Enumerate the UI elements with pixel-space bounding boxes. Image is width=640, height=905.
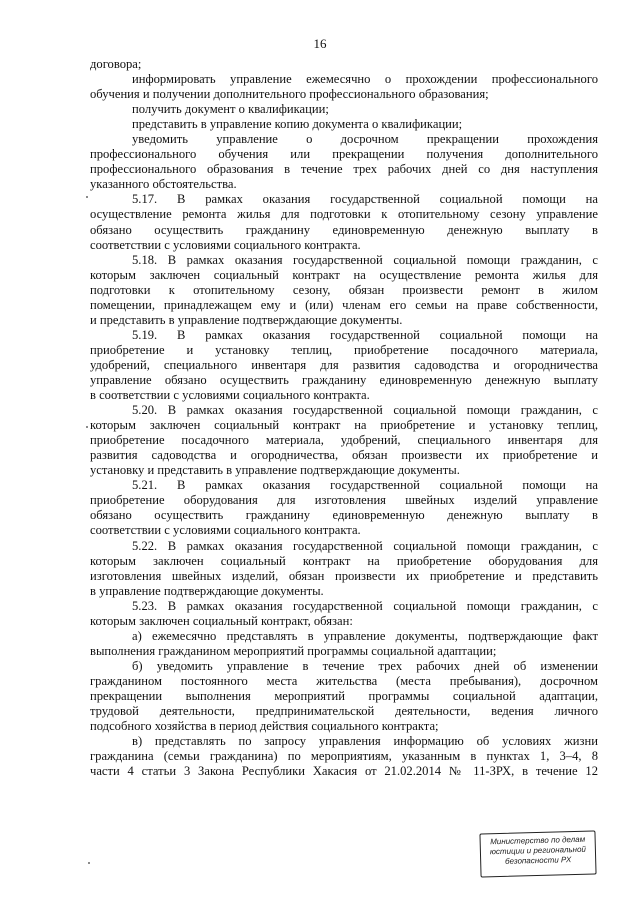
text-line: которым заключен социальный контракт на приобретение и установку теплиц, [90,418,598,433]
text-line: гражданином постоянного места жительства (места пребывания), досрочном [90,673,598,688]
text-line: в) представлять по запросу управления информацию об условиях жизни [132,734,598,749]
scan-speck [88,862,90,864]
text-line: профессионального образования в течение трех рабочих дней со дня наступления [90,162,598,177]
text-line: прекращении выполнения мероприятий программы социальной адаптации, [90,688,598,703]
text-line: договора; [90,57,142,71]
text-line: развития садоводства и огородничества, обязан произвести их приобретение и [90,448,598,463]
text-line: и представить в управление подтверждающие документы. [90,312,403,327]
text-line: обучения и получении дополнительного профессионального образования; [90,87,489,102]
text-line: соответствии с условиями социального контракта. [90,523,361,538]
text-line: подготовки к отопительному сезону, обязан произвести ремонт в жилом [90,282,598,297]
scan-speck [86,196,88,198]
text-line: а) ежемесячно представлять в управление документы, подтверждающие факт [132,628,598,643]
text-line: трудовой деятельности, предпринимательской деятельности, ведения личного [90,704,598,719]
text-line: части 4 статьи 3 Закона Республики Хакасия от 21.02.2014 № 11-ЗРХ, в течение 12 [90,764,598,779]
text-line: выполнения гражданином мероприятий программы социальной адаптации; [90,643,497,658]
text-line: 5.19. В рамках оказания государственной социальной помощи на [132,327,598,342]
text-line: 5.17. В рамках оказания государственной социальной помощи на [132,192,598,207]
text-line: гражданина (семьи гражданина) по мероприятиям, указанным в пунктах 1, 3–4, 8 [90,749,598,764]
text-line: 5.23. В рамках оказания государственной социальной помощи гражданин, с [132,598,598,613]
text-line: профессионального обучения или прекращении получения дополнительного [90,147,598,162]
text-line: получить документ о квалификации; [132,102,329,117]
text-line: в соответствии с условиями социального контракта. [90,388,370,403]
text-line: помещении, принадлежащем ему и (или) членам его семьи на праве собственности, [90,297,598,312]
text-line: 5.20. В рамках оказания государственной социальной помощи гражданин, с [132,403,598,418]
text-line: соответствии с условиями социального контракта. [90,237,361,252]
text-line: которым заключен социальный контракт на осуществление ремонта жилья для [90,267,598,282]
text-line: обязано осуществить гражданину единовременную денежную выплату в [90,508,598,523]
stamp-line-3: безопасности РХ [504,855,572,866]
text-line: осуществление ремонта жилья для подготовки к отопительному сезону управление [90,207,598,222]
text-line: указанного обстоятельства. [90,177,237,192]
registration-stamp [479,830,596,877]
text-line: приобретение посадочного материала, удобрений, специального инвентаря для [90,433,598,448]
text-line: управление обязано осуществить гражданину единовременную денежную выплату [90,372,598,387]
text-line: обязано осуществить гражданину единовременную денежную выплату в [90,222,598,237]
page-number: 16 [313,36,327,51]
text-line: 5.21. В рамках оказания государственной социальной помощи на [132,478,598,493]
text-line: б) уведомить управление в течение трех рабочих дней об изменении [132,658,598,673]
text-line: представить в управление копию документа о квалификации; [132,117,463,132]
document-body [90,57,598,779]
stamp-line-1: Министерство по делам [490,834,586,847]
stamp-line-2: юстиции и региональной [489,844,587,857]
text-line: 5.22. В рамках оказания государственной социальной помощи гражданин, с [132,538,598,553]
text-line: которым заключен социальный контракт на приобретение оборудования для [90,553,598,568]
text-line: подсобного хозяйства в период действия социального контракта; [90,719,439,734]
text-line: установку и представить в управление подтверждающие документы. [90,463,460,478]
text-line: которым заключен социальный контракт, обязан: [90,613,353,628]
text-line: приобретение оборудования для изготовления швейных изделий управление [90,493,598,508]
text-line: уведомить управление о досрочном прекращении прохождения [132,132,598,147]
text-line: в управление подтверждающие документы. [90,583,324,598]
text-line: удобрений, специального инвентаря для развития садоводства и огородничества [90,357,598,372]
text-line: изготовления швейных изделий, обязан произвести их приобретение и представить [90,568,598,583]
text-line: 5.18. В рамках оказания государственной социальной помощи гражданин, с [132,252,598,267]
scan-speck [86,426,88,428]
text-line: информировать управление ежемесячно о прохождении профессионального [132,72,598,87]
text-line: приобретение и установку теплиц, приобретение посадочного материала, [90,342,598,357]
